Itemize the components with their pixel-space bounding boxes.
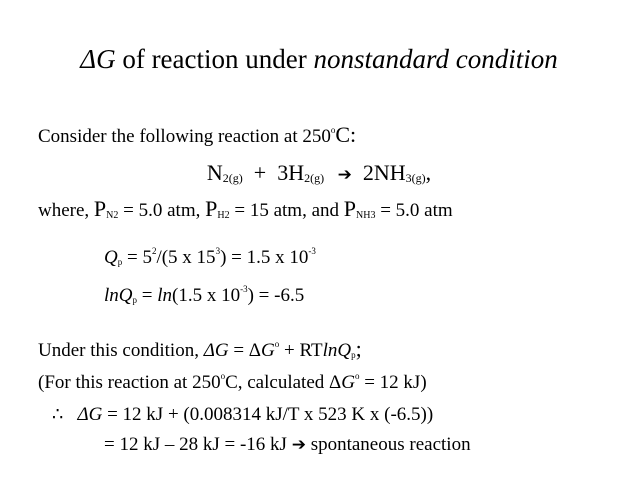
p1-value: = 5.0 atm, xyxy=(118,200,206,221)
p1-sub: N2 xyxy=(106,210,119,221)
note-c: = 12 kJ) xyxy=(359,372,427,393)
p2-sub: H2 xyxy=(217,210,230,221)
result-tail: spontaneous reaction xyxy=(305,434,471,455)
where-lead: where, xyxy=(38,200,94,221)
note-deg2: o xyxy=(354,371,360,381)
lnqp-b-sup: -3 xyxy=(240,284,248,294)
therefore-icon: ∴ xyxy=(52,404,64,425)
note-a: (For this reaction at 250 xyxy=(38,372,221,393)
lnqp-line xyxy=(104,284,304,307)
reaction-n-sub: 2(g) xyxy=(222,171,243,185)
note-deg: o xyxy=(220,371,226,381)
reaction-tail: , xyxy=(425,160,432,185)
therefore-text: = 12 kJ + (0.008314 kJ/T x 523 K x (-6.5)) xyxy=(102,404,434,425)
note-b: C, calculated Δ xyxy=(225,372,342,393)
condition-dg: ΔG xyxy=(203,340,229,361)
condition-q-sub: p xyxy=(351,350,356,360)
reaction-product-sub: 3(g) xyxy=(405,171,426,185)
lnqp-sub: p xyxy=(132,295,137,305)
lnqp-ln: ln xyxy=(157,285,172,306)
title-delta-g: ΔG xyxy=(80,44,116,74)
p2-symbol: P xyxy=(205,196,218,221)
p1-symbol: P xyxy=(93,196,107,221)
condition-deg: o xyxy=(274,339,280,349)
intro-text: Consider the following reaction at 250 xyxy=(38,126,331,147)
title-italic: nonstandard condition xyxy=(313,44,558,74)
condition-line xyxy=(38,336,362,362)
note-line xyxy=(38,371,427,394)
lnqp-b: (1.5 x 10 xyxy=(172,285,241,306)
reaction-arrow-icon: ➔ xyxy=(337,165,352,185)
p3-symbol: P xyxy=(343,196,356,221)
lnqp-symbol: lnQ xyxy=(104,285,133,306)
pressures-line xyxy=(38,196,453,222)
condition-b: = Δ xyxy=(228,340,262,361)
therefore-dg: ΔG xyxy=(77,404,103,425)
condition-lnq: lnQ xyxy=(322,340,352,361)
therefore-line xyxy=(52,404,433,426)
lnqp-c: ) = -6.5 xyxy=(247,285,305,306)
intro-tail: C: xyxy=(335,122,357,147)
reaction-n: N xyxy=(206,160,223,185)
result-arrow-icon: ➔ xyxy=(291,435,306,455)
qp-c-sup: -3 xyxy=(308,246,316,256)
qp-a-sup: 2 xyxy=(151,246,157,256)
p3-sub: NH3 xyxy=(356,210,376,221)
qp-sub: p xyxy=(117,257,123,267)
reaction-h-sub: 2(g) xyxy=(304,171,325,185)
qp-b: /(5 x 15 xyxy=(156,247,216,268)
p3-value: = 5.0 atm xyxy=(375,200,453,221)
condition-c: + RT xyxy=(279,340,323,361)
p2-value: = 15 atm, and xyxy=(229,200,344,221)
reaction-plus: + 3H xyxy=(242,160,305,185)
slide-title xyxy=(0,44,638,75)
lnqp-a: = xyxy=(137,285,158,306)
qp-b-sup: 3 xyxy=(215,246,221,256)
reaction-equation xyxy=(0,160,638,186)
qp-symbol: Q xyxy=(104,247,118,268)
condition-a: Under this condition, xyxy=(38,340,204,361)
qp-c: ) = 1.5 x 10 xyxy=(220,247,309,268)
intro-line xyxy=(38,122,356,148)
intro-degree: o xyxy=(330,125,336,135)
qp-a: = 5 xyxy=(122,247,152,268)
condition-d: ; xyxy=(355,336,362,361)
qp-line xyxy=(104,246,316,269)
reaction-product: 2NH xyxy=(351,160,406,185)
title-text: of reaction under xyxy=(115,44,314,74)
result-line xyxy=(104,434,471,456)
condition-g: G xyxy=(261,340,275,361)
note-g: G xyxy=(341,372,355,393)
result-text: = 12 kJ – 28 kJ = -16 kJ xyxy=(104,434,292,455)
